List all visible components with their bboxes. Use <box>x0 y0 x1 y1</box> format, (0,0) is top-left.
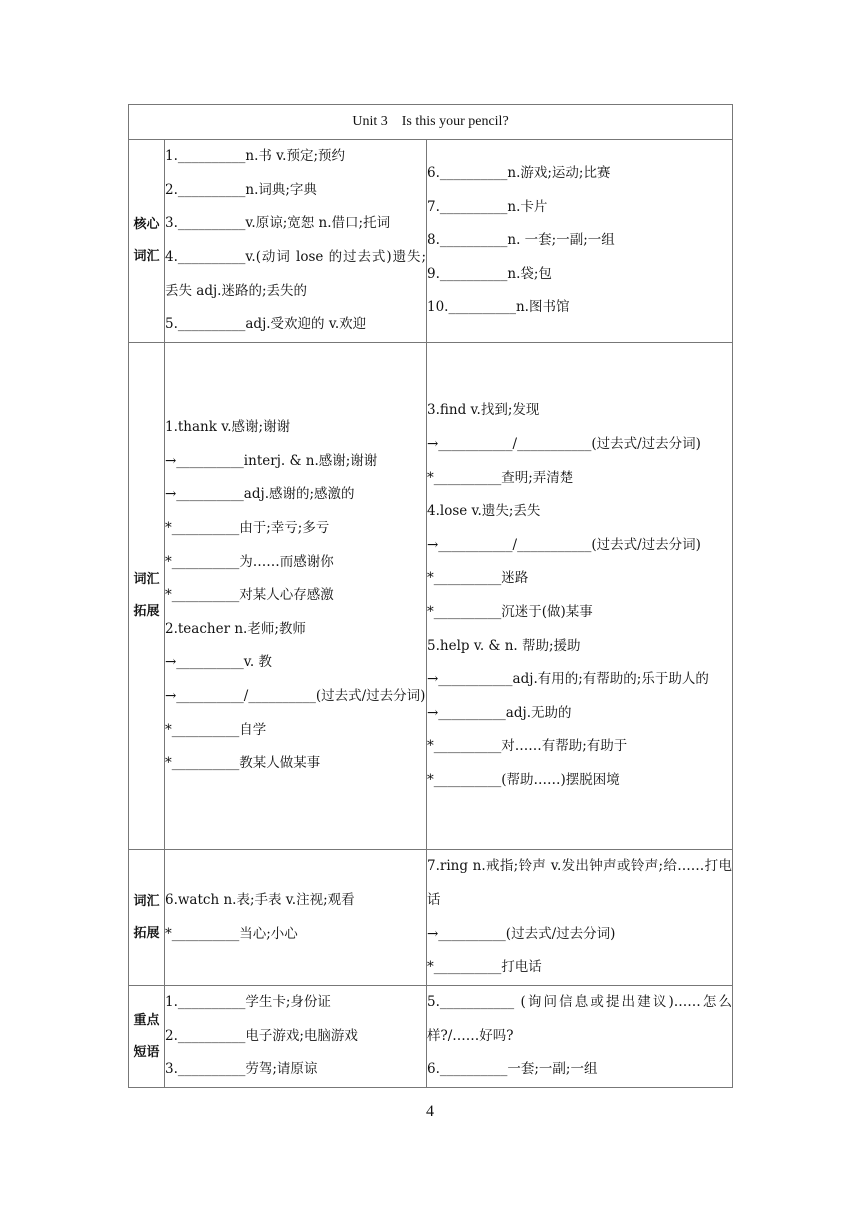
vocab-item: 9.__________n.袋;包 <box>427 265 552 282</box>
vocab-item: 5.__________adj.受欢迎的 v.欢迎 <box>165 316 367 333</box>
vocab-item: *__________迷路 <box>427 570 529 587</box>
right-column <box>427 850 733 986</box>
vocab-item: 10.__________n.图书馆 <box>427 299 570 316</box>
section-vocabulary-expansion <box>129 343 733 850</box>
vocab-item: 8.__________n. 一套;一副;一组 <box>427 232 615 249</box>
section-label: 词汇 拓展 <box>129 343 165 850</box>
vocab-item: →__________(过去式/过去分词) <box>427 925 616 942</box>
phrase-item: 6.__________一套;一副;一组 <box>427 1061 598 1078</box>
vocab-item: 5.help v. & n. 帮助;援助 <box>427 637 581 654</box>
phrase-item: 1.__________学生卡;身份证 <box>165 994 331 1011</box>
section-vocabulary-expansion-2 <box>129 850 733 986</box>
vocab-item: 7.ring n.戒指;铃声 v.发出钟声或铃声;给……打电话 <box>427 858 732 908</box>
vocab-item: *__________当心;小心 <box>165 925 298 942</box>
vocab-item: 4.__________v.(动词 lose 的过去式)遗失;丢失 adj.迷路的;丢失的 <box>165 249 426 299</box>
section-label: 重点 短语 <box>129 986 165 1088</box>
vocab-item: 3.__________v.原谅;宽恕 n.借口;托词 <box>165 215 391 232</box>
vocab-item: *__________(帮助……)摆脱困境 <box>427 771 620 788</box>
right-column <box>427 140 733 343</box>
vocab-item: *__________自学 <box>165 721 267 738</box>
vocabulary-table <box>128 104 733 1088</box>
section-core-vocabulary <box>129 140 733 343</box>
vocab-item: →__________interj. & n.感谢;谢谢 <box>165 452 378 469</box>
vocab-item: 4.lose v.遗失;丢失 <box>427 503 541 520</box>
vocab-item: *__________查明;弄清楚 <box>427 469 574 486</box>
vocab-item: 7.__________n.卡片 <box>427 198 548 215</box>
phrase-item: 5.___________ (询问信息或提出建议)……怎么样?/……好吗? <box>427 994 732 1044</box>
left-column <box>165 850 427 986</box>
vocab-item: 3.find v.找到;发现 <box>427 402 540 419</box>
vocab-item: 1.thank v.感谢;谢谢 <box>165 419 291 436</box>
vocab-item: →__________adj.感谢的;感激的 <box>165 486 355 503</box>
unit-title: Unit 3 Is this your pencil? <box>129 105 733 140</box>
section-label: 核心 词汇 <box>129 140 165 343</box>
vocab-item: *__________对某人心存感激 <box>165 587 334 604</box>
vocab-item: →___________/___________(过去式/过去分词) <box>427 536 701 553</box>
vocab-item: *__________对……有帮助;有助于 <box>427 738 628 755</box>
vocab-item: 2.__________n.词典;字典 <box>165 181 317 198</box>
page-number: 4 <box>426 1103 434 1120</box>
vocab-item: *__________沉迷于(做)某事 <box>427 604 593 620</box>
vocab-item: 6.watch n.表;手表 v.注视;观看 <box>165 891 355 908</box>
vocab-item: 6.__________n.游戏;运动;比赛 <box>427 165 611 182</box>
phrase-item: 2.__________电子游戏;电脑游戏 <box>165 1027 358 1044</box>
left-column <box>165 986 427 1088</box>
right-column <box>427 343 733 850</box>
vocab-item: →__________/__________(过去式/过去分词) <box>165 687 426 704</box>
left-column <box>165 343 427 850</box>
vocab-item: →__________adj.无助的 <box>427 704 572 721</box>
right-column <box>427 986 733 1088</box>
vocab-item: →___________/___________(过去式/过去分词) <box>427 436 701 453</box>
vocab-item: 1.__________n.书 v.预定;预约 <box>165 148 346 165</box>
section-label: 词汇 拓展 <box>129 850 165 986</box>
vocab-item: *__________由于;幸亏;多亏 <box>165 520 330 537</box>
vocab-item: *__________为……而感谢你 <box>165 553 334 570</box>
vocab-item: →___________adj.有用的;有帮助的;乐于助人的 <box>427 671 709 688</box>
vocab-item: *__________教某人做某事 <box>165 755 321 772</box>
vocab-item: *__________打电话 <box>427 959 542 976</box>
phrase-item: 3.__________劳驾;请原谅 <box>165 1061 318 1078</box>
left-column <box>165 140 427 343</box>
vocab-item: 2.teacher n.老师;教师 <box>165 620 306 637</box>
section-key-phrases <box>129 986 733 1088</box>
vocab-item: →__________v. 教 <box>165 654 272 671</box>
